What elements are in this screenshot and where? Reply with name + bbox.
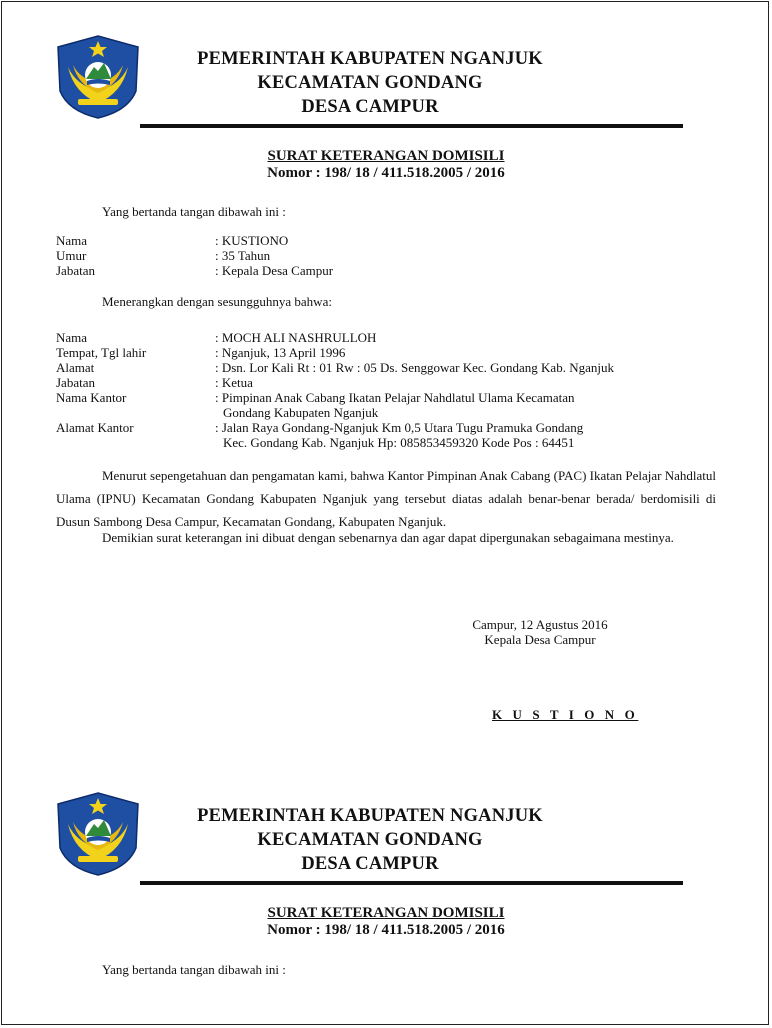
header-rule-2 [140,881,683,885]
signature-block [440,617,640,647]
regency-emblem-icon [54,33,142,121]
letterhead-2 [150,804,590,876]
signer-value-age: : 35 Tahun [215,248,271,263]
letter-title [186,148,586,182]
subject-label-position: Jabatan [56,375,95,390]
letter-number-2: Nomor : 198/ 18 / 411.518.2005 / 2016 [267,922,505,938]
subject-value-name: : MOCH ALI NASHRULLOH [215,330,377,345]
subject-label-office: Nama Kantor [56,390,127,405]
signer-value-position: : Kepala Desa Campur [215,263,334,278]
subject-value-office: : Pimpinan Anak Cabang Ikatan Pelajar Nahdlatul Ulama Kecamatan [215,390,575,405]
letterhead-2-line-1: PEMERINTAH KABUPATEN NGANJUK [197,806,543,826]
signer-value-name: : KUSTIONO [215,233,289,248]
signer-label-age: Umur [56,248,87,263]
letterhead-line-2: KECAMATAN GONDANG [257,73,483,93]
signer-label-name: Nama [56,233,88,248]
subject-label-birth: Tempat, Tgl lahir [56,345,147,360]
signature-position: Kepala Desa Campur [484,632,596,647]
body-paragraph-2: Demikian surat keterangan ini dibuat dengan sebenarnya dan agar dapat dipergunakan sebagaimana mestinya. [102,530,674,545]
letterhead-2-line-3: DESA CAMPUR [301,854,439,874]
subject-value-office-address: : Jalan Raya Gondang-Nganjuk Km 0,5 Utara Tugu Pramuka Gondang [215,420,584,435]
subject-value-address: : Dsn. Lor Kali Rt : 01 Rw : 05 Ds. Senggowar Kec. Gondang Kab. Nganjuk [215,360,614,375]
subject-value-birth: : Nganjuk, 13 April 1996 [215,345,346,360]
subject-value-office-cont: Gondang Kabupaten Nganjuk [223,405,379,420]
statement-text: Menerangkan dengan sesungguhnya bahwa: [102,294,332,309]
header-rule [140,124,683,128]
subject-value-office-address-cont: Kec. Gondang Kab. Nganjuk Hp: 085853459320 Kode Pos : 64451 [223,435,575,450]
letterhead-line-1: PEMERINTAH KABUPATEN NGANJUK [197,49,543,69]
letter-number: Nomor : 198/ 18 / 411.518.2005 / 2016 [267,165,505,181]
letter-heading: SURAT KETERANGAN DOMISILI [267,148,505,164]
letter-heading-2: SURAT KETERANGAN DOMISILI [267,905,505,921]
letterhead-line-3: DESA CAMPUR [301,97,439,117]
intro-text: Yang bertanda tangan dibawah ini : [102,204,286,219]
subject-label-office-address: Alamat Kantor [56,420,134,435]
intro-text-2: Yang bertanda tangan dibawah ini : [102,962,286,977]
regency-emblem-icon [54,790,142,878]
subject-label-name: Nama [56,330,88,345]
signature-place-date: Campur, 12 Agustus 2016 [472,617,608,632]
body-paragraph-1: Menurut sepengetahuan dan pengamatan kami, bahwa Kantor Pimpinan Anak Cabang (PAC) Ikatan Pelajar Nahdlatul Ulama (IPNU) Kecamatan Gondang Kabupaten Nganjuk yang tersebut diatas adalah benar-benar berada/ berdomisili di Dusun Sambong Desa Campur, Kecamatan Gondang, Kabupaten Nganjuk. [56,468,716,529]
body-paragraph-2-wrap [56,526,716,550]
letterhead-2-line-2: KECAMATAN GONDANG [257,830,483,850]
subject-value-position: : Ketua [215,375,253,390]
letter-title-2 [186,905,586,939]
letterhead [150,47,590,119]
signature-name: K U S T I O N O [492,707,639,722]
subject-label-address: Alamat [56,360,95,375]
signer-label-position: Jabatan [56,263,95,278]
body-paragraph-1-wrap [56,464,716,533]
